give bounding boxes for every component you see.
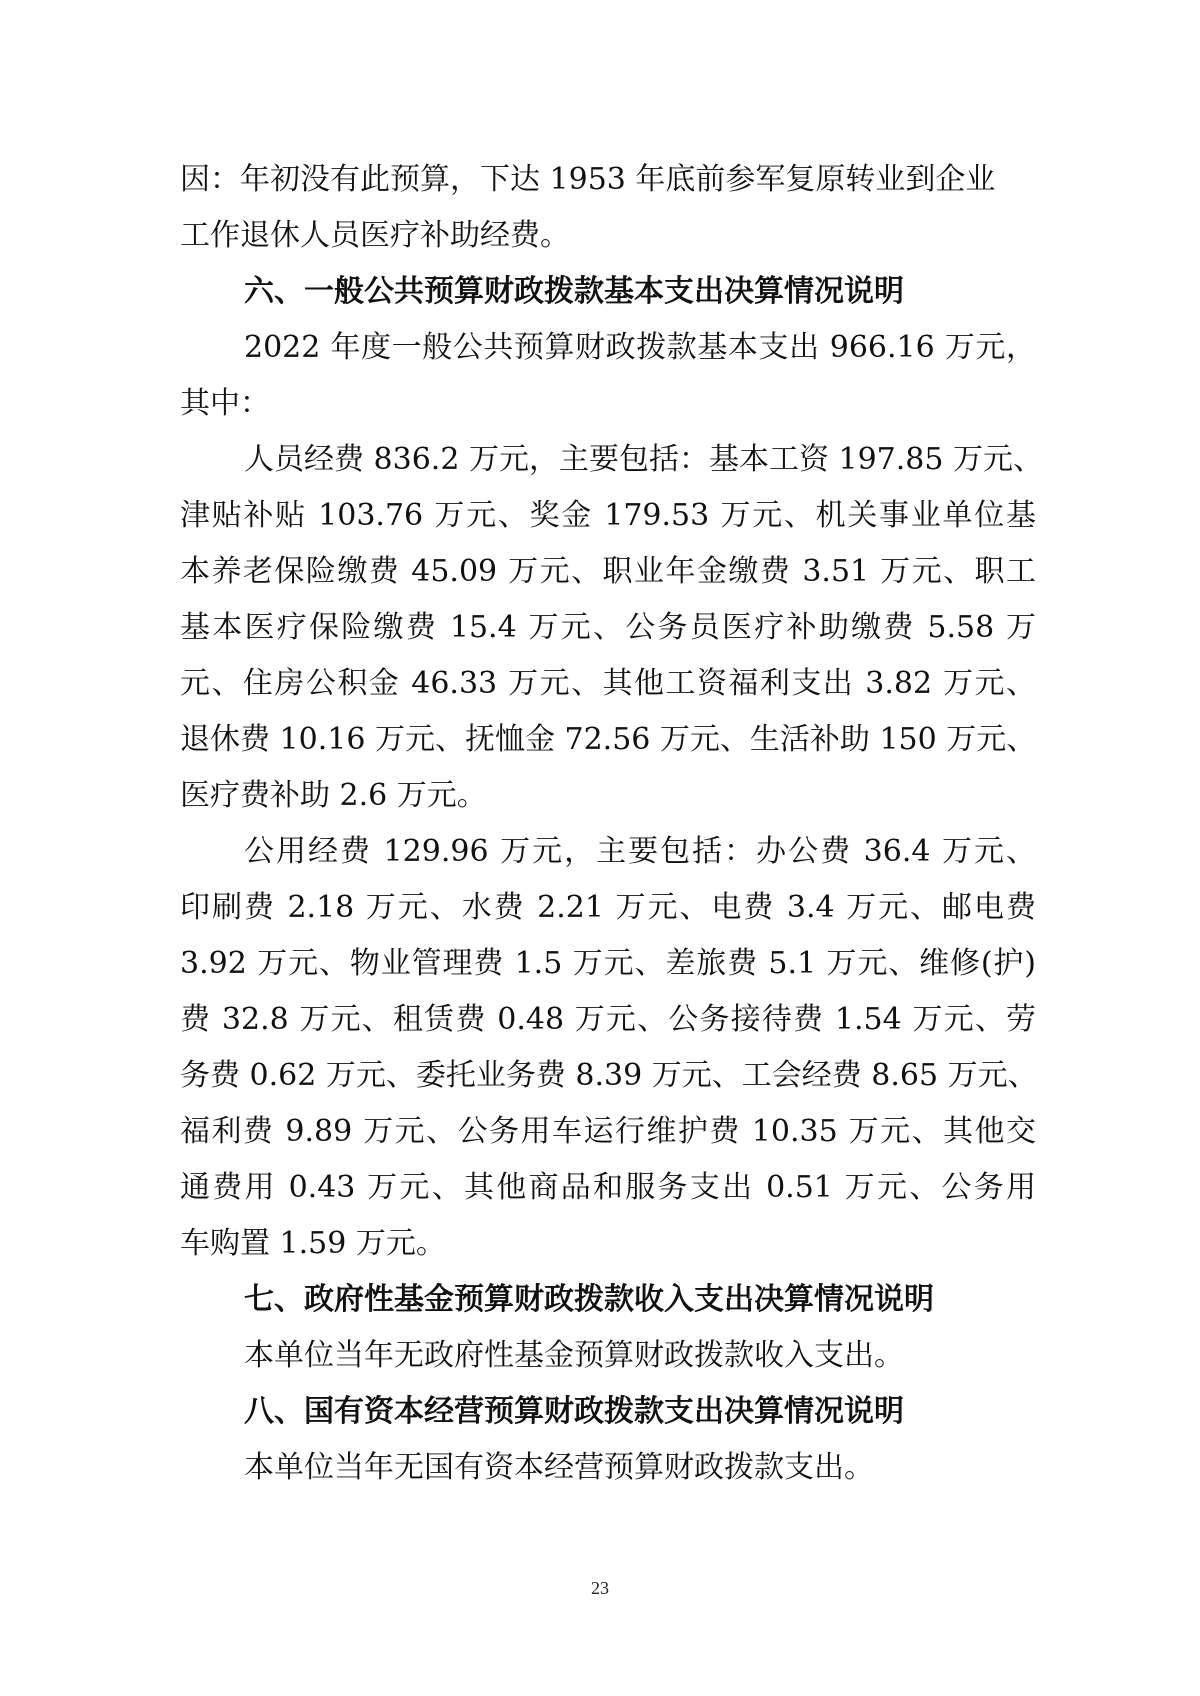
body-line: 公用经费 129.96 万元，主要包括：办公费 36.4 万元、 [244,834,1036,869]
body-line: 3.92 万元、物业管理费 1.5 万元、差旅费 5.1 万元、维修(护) [180,946,1036,981]
body-line: 工作退休人员医疗补助经费。 [180,218,570,253]
body-line: 退休费 10.16 万元、抚恤金 72.56 万元、生活补助 150 万元、 [180,722,1037,757]
section-heading-8: 八、国有资本经营预算财政拨款支出决算情况说明 [244,1394,904,1429]
document-body [180,152,1043,1496]
body-line: 通费用 0.43 万元、其他商品和服务支出 0.51 万元、公务用 [180,1170,1036,1205]
body-line: 基本医疗保险缴费 15.4 万元、公务员医疗补助缴费 5.58 万 [180,610,1036,645]
body-line: 福利费 9.89 万元、公务用车运行维护费 10.35 万元、其他交 [180,1114,1036,1149]
body-line: 印刷费 2.18 万元、水费 2.21 万元、电费 3.4 万元、邮电费 [180,890,1036,925]
page-number: 23 [591,1578,609,1598]
body-line: 费 32.8 万元、租赁费 0.48 万元、公务接待费 1.54 万元、劳 [180,1002,1036,1037]
section-heading-7: 七、政府性基金预算财政拨款收入支出决算情况说明 [244,1282,934,1317]
body-line: 2022 年度一般公共预算财政拨款基本支出 966.16 万元， [244,330,1036,365]
section-heading-6: 六、一般公共预算财政拨款基本支出决算情况说明 [244,274,904,309]
body-line: 津贴补贴 103.76 万元、奖金 179.53 万元、机关事业单位基 [180,498,1036,533]
body-line: 本单位当年无国有资本经营预算财政拨款支出。 [244,1450,874,1485]
body-line: 本单位当年无政府性基金预算财政拨款收入支出。 [244,1338,904,1373]
body-line: 元、住房公积金 46.33 万元、其他工资福利支出 3.82 万元、 [180,666,1036,701]
body-line: 车购置 1.59 万元。 [180,1226,446,1261]
body-line: 务费 0.62 万元、委托业务费 8.39 万元、工会经费 8.65 万元、 [180,1058,1038,1093]
body-line: 因：年初没有此预算，下达 1953 年底前参军复原转业到企业 [180,162,996,197]
body-line: 人员经费 836.2 万元，主要包括：基本工资 197.85 万元、 [244,442,1043,477]
body-line: 其中： [180,386,270,421]
body-line: 本养老保险缴费 45.09 万元、职业年金缴费 3.51 万元、职工 [180,554,1036,589]
body-line: 医疗费补助 2.6 万元。 [180,778,487,813]
